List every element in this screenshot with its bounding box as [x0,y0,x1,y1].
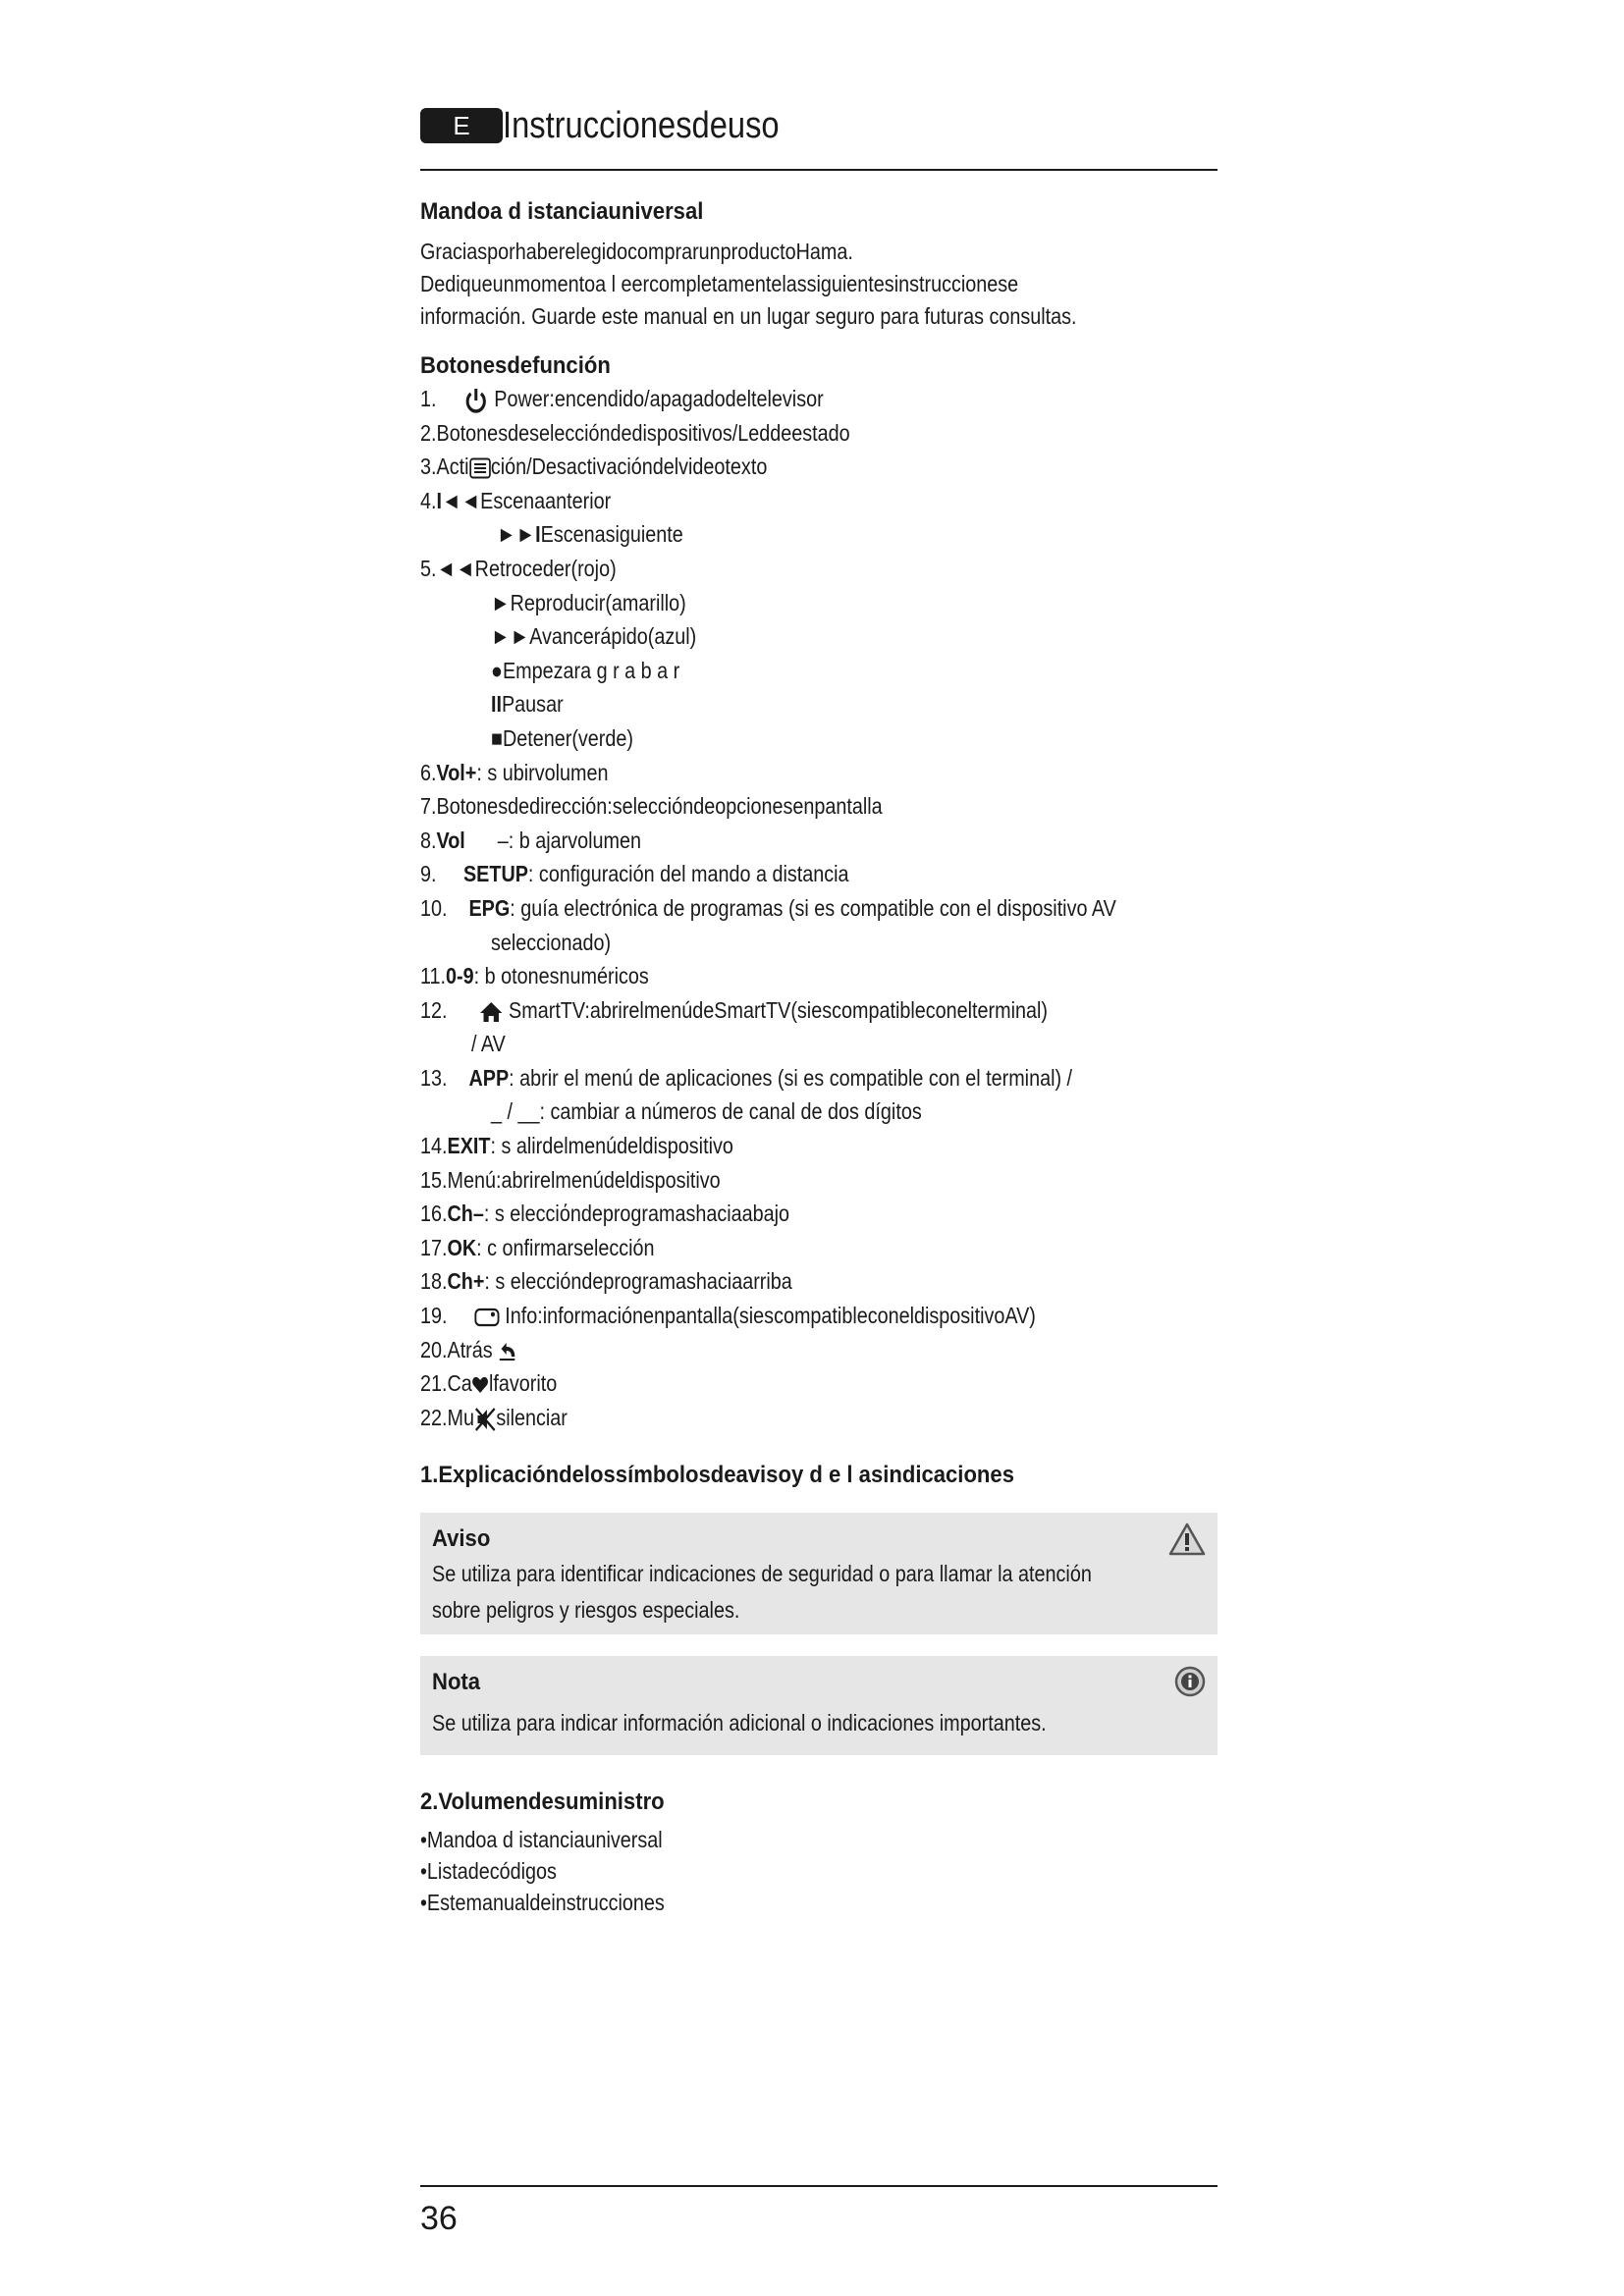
list-item-4: 4.I◄◄Escenaanterior [420,487,612,513]
list-item-18: 18.Ch+: s eleccióndeprogramashaciaarriba [420,1268,792,1295]
footer-divider [420,2185,1218,2187]
language-badge: E [420,108,503,143]
page-header [420,102,1218,171]
back-icon [498,1341,516,1362]
list-item-14: 14.EXIT: s alirdelmenúdeldispositivo [420,1133,733,1159]
list-item-20: 20.Atrás [420,1333,1218,1367]
heart-icon [472,1376,489,1394]
list-item-5: 5.◄◄Retroceder(rojo) [420,555,617,581]
manual-page [420,0,1218,2296]
document-title: Mandoa d istanciauniversal [420,198,704,225]
list-item-8: 8.Vol –: b ajarvolumen [420,827,642,853]
supply-list [420,1824,1218,1918]
stop-symbol: ■ [491,724,503,751]
header-divider [420,169,1218,171]
warning-text-line-2: sobre peligros y riesgos especiales. [432,1597,740,1624]
list-item-19: 19. Info:informaciónenpantalla(siescompatibleconeldispositivoAV) [420,1303,1036,1329]
list-item-11: 11.0-9: b otonesnuméricos [420,963,649,989]
list-item-1: 1. Power:encendido/apagadodeltelevisor [420,382,1218,416]
next-scene-symbol: ►►I [497,521,541,548]
list-item-2: 2.Botonesdeseleccióndedispositivos/Leddeestado [420,419,850,446]
power-icon [463,386,489,415]
list-item-12-cont: / AV [471,1031,506,1057]
pause-symbol: II [491,691,502,718]
list-item-5-forward: ►►Avancerápido(azul) [491,623,697,650]
info-screen-icon [474,1307,500,1328]
list-item-4-next: ►►IEscenasiguiente [497,521,683,548]
note-box [420,1656,1218,1755]
supply-item-3: •Estemanualdeinstrucciones [420,1890,665,1916]
header-title: Instruccionesdeuso [503,105,780,146]
list-item-22: 22.Mu silenciar [420,1404,568,1430]
list-item-3: 3.Acti ción/Desactivacióndelvideotexto [420,454,768,480]
warning-title: Aviso [432,1525,491,1553]
teletext-icon [468,457,490,479]
warning-text-line-1: Se utiliza para identificar indicaciones de seguridad o para llamar la atención [432,1561,1092,1587]
list-item-7: 7.Botonesdedirección:seleccióndeopcionesenpantalla [420,793,883,820]
list-item-6: 6.Vol+: s ubirvolumen [420,759,609,785]
list-item-16: 16.Ch–: s elecciόndeprogramashaciaabajo [420,1201,790,1227]
supply-heading: 2.Volumendesuministro [420,1789,665,1816]
prev-scene-symbol: I◄◄ [436,487,481,513]
intro-line-3: información. Guarde este manual en un lugar seguro para futuras consultas. [420,303,1077,329]
supply-item-2: •Listadecódigos [420,1858,557,1885]
list-item-12: 12. SmartTV:abrirelmenúdeSmartTV(siescompatibleconelterminal) [420,996,1048,1023]
play-symbol: ► [491,589,511,615]
list-item-9: 9. SETUP: configuración del mando a distancia [420,861,849,887]
list-item-5-record: ●Empezara g r a b a r [491,657,680,683]
home-icon [479,1000,503,1024]
warning-box [420,1513,1218,1634]
intro-paragraph [420,236,1218,333]
rewind-symbol: ◄◄ [436,555,475,581]
list-item-5-pause: IIPausar [491,691,564,718]
intro-line-2: Dediqueunmomentoa l eercompletamentelassiguientesinstruccionese [420,271,1019,296]
list-item-5-play: ►Reproducir(amarillo) [491,589,686,615]
buttons-heading: Botonesdefunción [420,352,611,379]
note-text: Se utiliza para indicar información adicional o indicaciones importantes. [432,1710,1047,1736]
warning-triangle-icon [1168,1522,1206,1556]
note-title: Nota [432,1669,481,1696]
info-icon [1174,1666,1206,1697]
page-content [420,196,1218,1918]
list-item-17: 17.OK: c onfirmarselección [420,1234,655,1260]
mute-icon [474,1407,496,1432]
list-item-13: 13. APP: abrir el menú de aplicaciones (si es compatible con el terminal) / [420,1064,1073,1091]
list-item-10: 10. EPG: guía electrónica de programas (si es compatible con el dispositivo AV [420,894,1116,921]
list-item-21: 21.Ca lfavorito [420,1370,558,1397]
symbols-heading: 1.Explicacióndelossímbolosdeavisoy d e l asindicaciones [420,1462,1014,1489]
list-item-10-cont: seleccionado) [491,929,612,955]
page-number: 36 [420,2200,458,2237]
list-item-5-stop: ■Detener(verde) [491,724,633,751]
buttons-list [420,382,1218,1434]
supply-item-1: •Mandoa d istanciauniversal [420,1827,663,1853]
record-symbol: ● [491,657,503,683]
list-item-13-cont: _ / __: cambiar a números de canal de dos dígitos [491,1098,922,1125]
fast-forward-symbol: ►► [491,623,530,650]
list-item-15: 15.Menú:abrirelmenúdeldispositivo [420,1166,721,1193]
intro-line-1: GraciasporhaberelegidocomprarunproductoHama. [420,239,853,264]
